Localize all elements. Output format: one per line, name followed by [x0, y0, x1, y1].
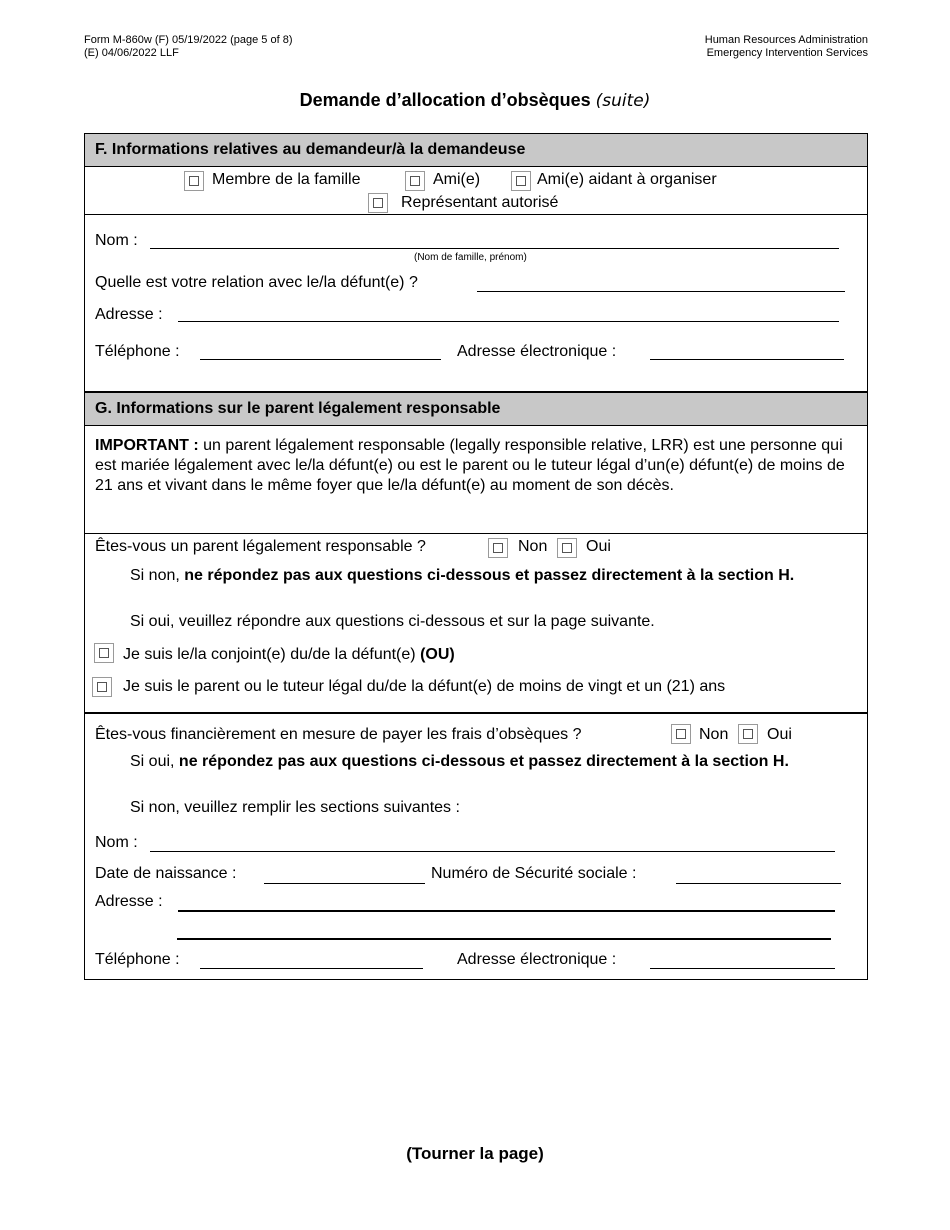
lrr-address-field-line1[interactable] [178, 910, 835, 912]
financial-yes-instruction-prefix: Si oui, [130, 753, 175, 770]
lrr-address-field-line2[interactable] [177, 938, 831, 940]
option-spouse-or: (OU) [420, 646, 455, 663]
applicant-address-label: Adresse : [95, 306, 163, 323]
divider [84, 166, 868, 167]
applicant-address-field[interactable] [178, 321, 839, 322]
financial-question: Êtes-vous financièrement en mesure de payer les frais d’obsèques ? [95, 726, 582, 743]
page-title [0, 90, 950, 111]
applicant-name-field[interactable] [150, 248, 839, 249]
lrr-yes-label: Oui [586, 538, 611, 555]
section-f-heading: F. Informations relatives au demandeur/à la demandeuse [85, 134, 867, 166]
lrr-name-label: Nom : [95, 834, 138, 851]
lrr-address-label: Adresse : [95, 893, 163, 910]
lrr-ssn-label: Numéro de Sécurité sociale : [431, 865, 637, 882]
applicant-name-hint: (Nom de famille, prénom) [414, 252, 527, 263]
lrr-no-instruction-bold: ne répondez pas aux questions ci-dessous et passez directement à la section H. [184, 567, 795, 584]
relation-label: Quelle est votre relation avec le/la défunt(e) ? [95, 274, 418, 291]
checkbox-friend[interactable] [405, 171, 425, 191]
agency-line1: Human Resources Administration [704, 34, 868, 46]
financial-yes-instruction [130, 752, 830, 772]
lrr-name-field[interactable] [150, 851, 835, 852]
turn-page-note: (Tourner la page) [406, 1144, 544, 1163]
page-title-main: Demande d’allocation d’obsèques [299, 90, 591, 110]
lrr-phone-field[interactable] [200, 968, 423, 969]
option-spouse [123, 645, 455, 665]
lrr-dob-label: Date de naissance : [95, 865, 237, 882]
form-id [84, 34, 292, 60]
divider [84, 533, 868, 534]
option-authorized-representative-label: Représentant autorisé [401, 194, 559, 211]
option-friend-label: Ami(e) [433, 171, 481, 188]
lrr-phone-label: Téléphone : [95, 951, 180, 968]
lrr-no-label: Non [518, 538, 548, 555]
applicant-email-field[interactable] [650, 359, 844, 360]
important-notice [95, 436, 855, 496]
agency-name [705, 34, 868, 60]
checkbox-lrr-yes[interactable] [557, 538, 577, 558]
divider [84, 425, 868, 426]
financial-yes-label: Oui [767, 726, 792, 743]
applicant-email-label: Adresse électronique : [457, 343, 617, 360]
agency-line2: Emergency Intervention Services [706, 47, 868, 59]
option-spouse-label: Je suis le/la conjoint(e) du/de la défunt(e) [123, 646, 416, 663]
checkbox-financial-no[interactable] [671, 724, 691, 744]
lrr-email-label: Adresse électronique : [457, 951, 617, 968]
checkbox-parent-guardian[interactable] [92, 677, 112, 697]
form-id-line2: (E) 04/06/2022 LLF [84, 47, 179, 59]
form-id-line1: Form M-860w (F) 05/19/2022 (page 5 of 8) [84, 34, 293, 46]
important-notice-text: un parent légalement responsable (legally responsible relative, LRR) est une personne qui est mariée légalement avec le/la défunt(e) ou est le parent ou le tuteur légal d’un(e) défunt(e) de moins de 21 ans et vivant dans le même foyer que le/la défunt(e) au moment de son décès. [95, 437, 845, 494]
lrr-dob-field[interactable] [264, 883, 425, 884]
checkbox-lrr-no[interactable] [488, 538, 508, 558]
financial-yes-instruction-bold: ne répondez pas aux questions ci-dessous et passez directement à la section H. [178, 753, 789, 770]
checkbox-spouse[interactable] [94, 643, 114, 663]
financial-no-instruction: Si non, veuillez remplir les sections suivantes : [130, 799, 460, 816]
option-family-member-label: Membre de la famille [212, 171, 361, 188]
checkbox-friend-organizer[interactable] [511, 171, 531, 191]
relation-field[interactable] [477, 291, 845, 292]
lrr-no-instruction [130, 566, 830, 586]
applicant-name-label: Nom : [95, 232, 138, 249]
divider [84, 214, 868, 215]
checkbox-family-member[interactable] [184, 171, 204, 191]
financial-no-label: Non [699, 726, 729, 743]
option-parent-guardian-label: Je suis le parent ou le tuteur légal du/de la défunt(e) de moins de vingt et un (21) ans [123, 678, 726, 695]
important-notice-label: IMPORTANT : [95, 437, 199, 454]
checkbox-authorized-representative[interactable] [368, 193, 388, 213]
divider [84, 712, 868, 714]
applicant-phone-label: Téléphone : [95, 343, 180, 360]
page-title-suffix: (suite) [595, 91, 651, 111]
checkbox-financial-yes[interactable] [738, 724, 758, 744]
lrr-yes-instruction: Si oui, veuillez répondre aux questions ci-dessous et sur la page suivante. [130, 613, 655, 630]
applicant-phone-field[interactable] [200, 359, 441, 360]
option-friend-organizer-label: Ami(e) aidant à organiser [537, 171, 717, 188]
lrr-no-instruction-prefix: Si non, [130, 567, 180, 584]
lrr-email-field[interactable] [650, 968, 835, 969]
lrr-ssn-field[interactable] [676, 883, 841, 884]
section-g-heading: G. Informations sur le parent légalement responsable [85, 393, 867, 425]
lrr-question: Êtes-vous un parent légalement responsable ? [95, 538, 426, 555]
